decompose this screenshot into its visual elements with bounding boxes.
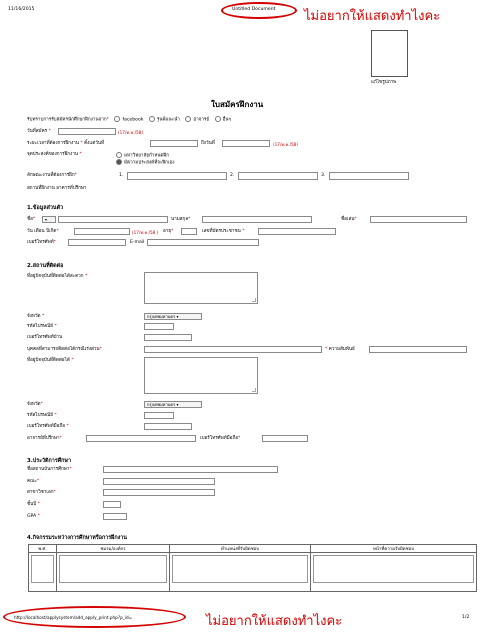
birth-label: วัน เดือน ปีเกิด* <box>27 229 59 234</box>
section-contact: 2.สถานที่ติดต่อ <box>27 263 64 269</box>
mobile-label: เบอร์โทรศัพท์มือถือ * <box>27 424 69 429</box>
faculty-label: คณะ* <box>27 479 40 484</box>
form-title: ใบสมัครฝึกงาน <box>211 100 264 109</box>
annotation-top: ไม่อยากให้แสดงทำไงคะ <box>304 9 441 24</box>
skill-label: ลักษณะงานที่ต้องการฝึก* <box>27 173 77 178</box>
emergency-label: บุคคลที่สามารถติดต่อได้กรณีเร่งด่วน* <box>27 347 102 352</box>
idcard-input[interactable] <box>258 228 336 235</box>
radio-facebook[interactable] <box>114 116 120 122</box>
birth-input[interactable] <box>74 228 130 235</box>
skill-num-3: 3. <box>321 173 326 178</box>
document-title: Untitled Document <box>232 7 276 12</box>
radio-senior[interactable] <box>149 116 155 122</box>
major-label: สาขาวิชาเอก* <box>27 490 56 495</box>
period-end-input[interactable] <box>222 140 270 147</box>
radio-other[interactable] <box>215 116 221 122</box>
province-label: จังหวัด * <box>27 314 45 319</box>
contact-address-label: ที่อยู่ปัจจุบันที่ติดต่อได้ * <box>27 358 74 363</box>
birth-hint: (17/ท.ค./58 ) <box>132 230 159 235</box>
year-label: ชั้นปี * <box>27 502 40 507</box>
period-end-hint: (17/ท.ค./58) <box>273 142 298 147</box>
email-input[interactable] <box>147 239 259 246</box>
col-duty: หน้าที่ความรับผิดชอบ <box>311 545 477 553</box>
zip2-label: รหัสไปรษณีย์ * <box>27 413 57 418</box>
nickname-label: ชื่อเล่น* <box>341 217 357 222</box>
zip-input[interactable] <box>144 323 174 330</box>
current-address-textarea[interactable] <box>144 272 258 304</box>
skill-input-1[interactable] <box>127 172 227 180</box>
nickname-input[interactable] <box>370 216 467 223</box>
gpa-input[interactable] <box>103 513 127 520</box>
col-position: ตำแหน่งที่รับผิดชอบ <box>170 545 311 553</box>
skill-input-2[interactable] <box>238 172 318 180</box>
table-row <box>29 553 477 592</box>
source-row: รับทราบการรับสมัครนักศึกษาฝึกงานจาก* facebook รุ่นพี่แนะนำ อาจารย์ อื่นๆ <box>27 117 231 123</box>
relation-label: * ความสัมพันธ์ <box>325 347 355 352</box>
school-label: ชื่อสถานบันการศึกษา* <box>27 467 72 472</box>
print-url: http://localhost/applysystem/add_apply_print.php?p_id= <box>14 615 133 620</box>
apply-date-input[interactable] <box>58 128 116 135</box>
school-input[interactable] <box>103 466 278 473</box>
section-education: 3.ประวัติการศึกษา <box>27 458 71 464</box>
emergency-input[interactable] <box>144 346 322 353</box>
current-address-label: ที่อยู่ปัจจุบันที่ติดต่อได้สะดวก * <box>27 274 88 279</box>
period-start-input[interactable] <box>150 140 198 147</box>
section-activities: 4.กิจกรรมระหว่างการศึกษาหรือการฝึกงาน <box>27 535 127 541</box>
apply-date-hint: (17/ท.ค./58) <box>118 130 143 135</box>
page-number: 1/2 <box>462 615 470 620</box>
period-label: ระยะเวลาที่ต้องการฝึกงาน * ตั้งแต่วันที่ <box>27 141 105 146</box>
photo-box[interactable] <box>371 30 408 77</box>
radio-teacher[interactable] <box>185 116 191 122</box>
photo-edit-label[interactable]: แก้ไขรูปภาพ <box>371 80 397 85</box>
relation-input[interactable] <box>369 346 467 353</box>
advisor-input[interactable] <box>86 435 196 442</box>
print-date: 11/16/2015 <box>8 7 35 12</box>
skill-input-3[interactable] <box>329 172 409 180</box>
age-input[interactable] <box>181 228 197 235</box>
zip-label: รหัสไปรษณีย์ * <box>27 324 57 329</box>
age-label: อายุ* <box>163 229 174 234</box>
idcard-label: เลขที่บัตรประชาชน * <box>202 229 245 234</box>
purpose-option-2[interactable]: มีความประสงค์ที่จะฝึกเอง <box>112 159 175 167</box>
cell-duty[interactable] <box>311 553 477 592</box>
home-phone-label: เบอร์โทรศัพท์บ้าน <box>27 335 63 340</box>
home-phone-input[interactable] <box>144 334 192 341</box>
province2-select[interactable]: กรุงเทพมหานคร ▾ <box>144 401 202 408</box>
apply-date-label: วันที่สมัคร * <box>27 129 51 134</box>
province2-label: จังหวัด* <box>27 402 43 407</box>
surname-input[interactable] <box>202 216 312 223</box>
zip2-input[interactable] <box>144 412 174 419</box>
annotation-bottom: ไม่อยากให้แสดงทำไงคะ <box>206 614 343 629</box>
period-end-label: ถึงวันที่ <box>201 141 215 146</box>
contact-address-textarea[interactable] <box>144 357 258 394</box>
faculty-input[interactable] <box>103 478 215 485</box>
major-input[interactable] <box>103 489 215 496</box>
email-label: E-mail <box>130 240 145 245</box>
purpose-option-1[interactable]: มหาวิทยาลัยกำหนดฝึก <box>112 152 169 160</box>
section-personal: 1.ข้อมูลส่วนตัว <box>27 205 64 211</box>
advisor-label: อาจารย์ที่ปรึกษา* <box>27 436 62 441</box>
advisor-phone-input[interactable] <box>262 435 308 442</box>
title-select[interactable]: ▾ <box>42 216 56 223</box>
first-name-input[interactable] <box>58 216 168 223</box>
skill-num-1: 1. <box>119 173 124 178</box>
col-year: พ.ศ. <box>29 545 57 553</box>
purpose-label: จุดประสงค์ของการฝึกงาน * <box>27 152 82 157</box>
col-club: ชมรม/องค์กร <box>57 545 170 553</box>
location-label: สถานที่ฝึกงาน อาคารที่ปรึกษา <box>27 186 87 191</box>
year-input[interactable] <box>103 501 121 508</box>
cell-position[interactable] <box>170 553 311 592</box>
gpa-label: GPA * <box>27 514 40 519</box>
surname-label: นามสกุล* <box>171 217 191 222</box>
cell-year[interactable] <box>29 553 57 592</box>
advisor-phone-label: เบอร์โทรศัพท์มือถือ* <box>200 436 241 441</box>
activities-table <box>28 544 477 592</box>
skill-num-2: 2. <box>230 173 235 178</box>
province-select[interactable]: กรุงเทพมหานคร ▾ <box>144 313 202 320</box>
name-label: ชื่อ* <box>27 217 36 222</box>
phone-label: เบอร์โทรศัพท์* <box>27 240 56 245</box>
cell-club[interactable] <box>57 553 170 592</box>
mobile-input[interactable] <box>144 423 192 430</box>
phone-input[interactable] <box>68 239 126 246</box>
